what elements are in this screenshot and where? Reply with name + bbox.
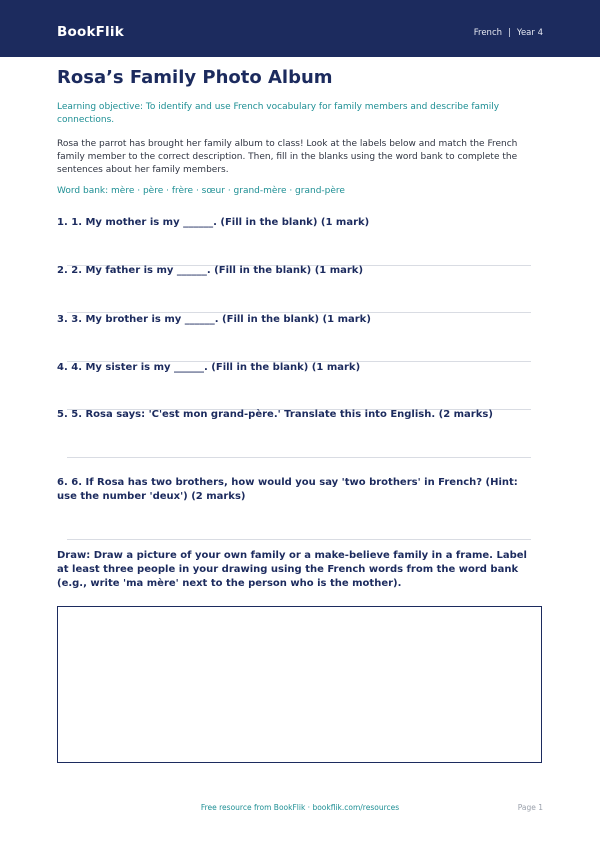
question-5: 5. 5. Rosa says: 'C'est mon grand-père.' Translate this into English. (2 marks)	[57, 409, 493, 420]
question-2: 2. 2. My father is my ______. (Fill in the blank) (1 mark)	[57, 265, 364, 276]
subject-year	[474, 28, 543, 38]
question-3: 3. 3. My brother is my ______. (Fill in the blank) (1 mark)	[57, 314, 371, 325]
question-1: 1. 1. My mother is my ______. (Fill in the blank) (1 mark)	[57, 217, 370, 228]
footer-resource-link[interactable]: Free resource from BookFlik · bookflik.com/resources	[200, 803, 400, 812]
page-title: Rosa’s Family Photo Album	[57, 67, 333, 88]
answer-line-5[interactable]	[67, 457, 531, 458]
answer-line-6[interactable]	[67, 539, 531, 540]
year-label: Year 4	[516, 28, 543, 38]
page-header	[0, 0, 600, 57]
word-bank: Word bank: mère · père · frère · sœur · grand-mère · grand-père	[57, 186, 345, 196]
drawing-frame[interactable]	[57, 606, 542, 763]
subject-label: French	[473, 28, 503, 38]
intro-paragraph: Rosa the parrot has brought her family album to class! Look at the labels below and match the French family member to the correct description. Then, fill in the blanks using the word bank to complete the sentences about her family members.	[57, 139, 518, 175]
draw-prompt: Draw: Draw a picture of your own family or a make-believe family in a frame. Label at least three people in your drawing using the French words from the word bank (e.g., write 'ma mère' next to the person who is the mother).	[57, 550, 527, 589]
question-4: 4. 4. My sister is my ______. (Fill in the blank) (1 mark)	[57, 362, 361, 373]
learning-objective: Learning objective: To identify and use French vocabulary for family members and describe family connections.	[57, 102, 500, 125]
meta-separator: |	[508, 28, 511, 38]
brand-logo: BookFlik	[57, 24, 124, 40]
page-number: Page 1	[517, 803, 543, 812]
question-6: 6. 6. If Rosa has two brothers, how would you say 'two brothers' in French? (Hint: use the number 'deux') (2 marks)	[57, 477, 518, 502]
